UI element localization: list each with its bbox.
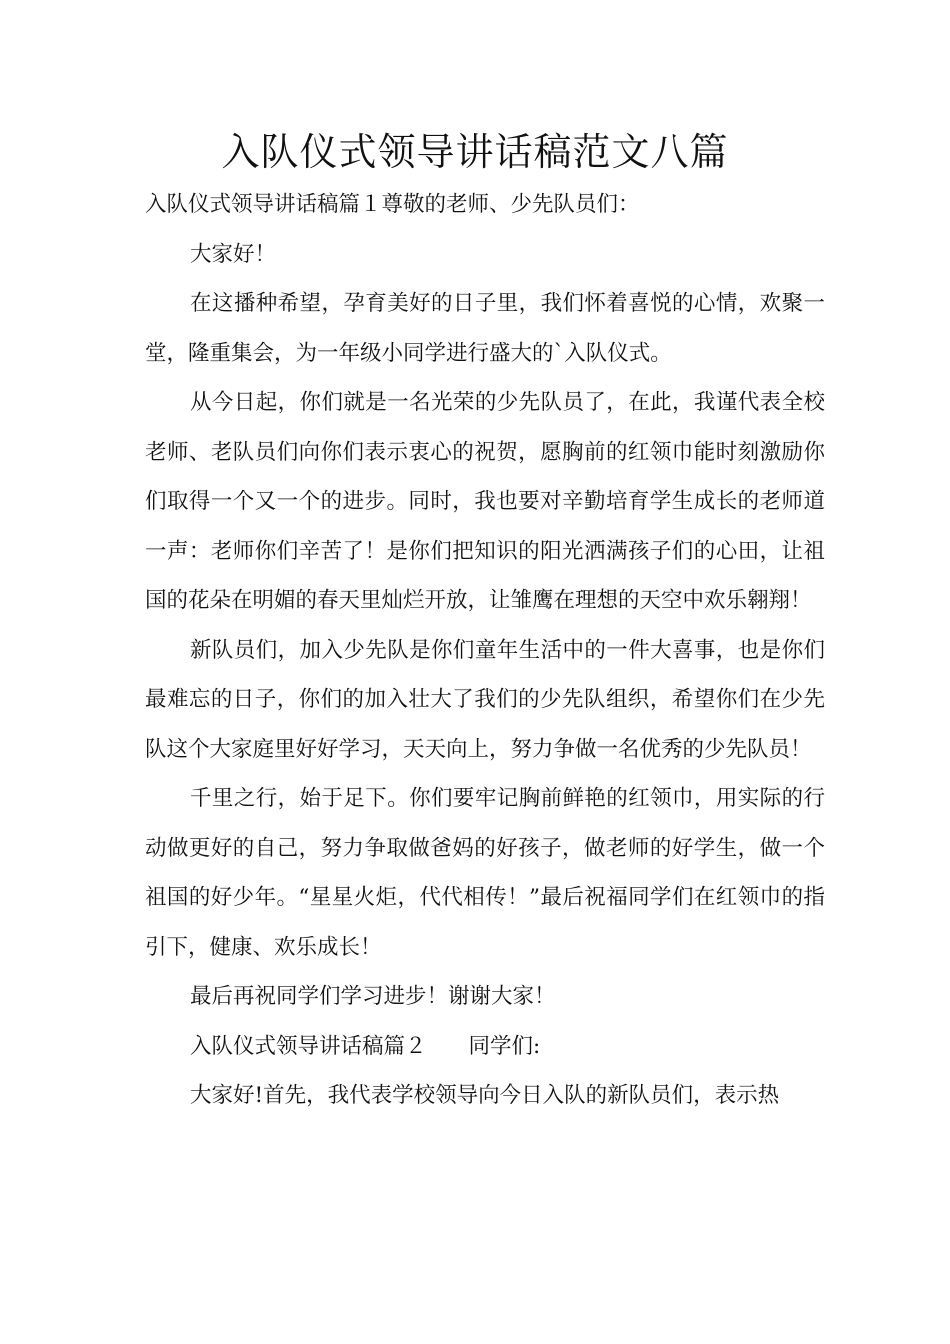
paragraph-new-members: 新队员们，加入少先队是你们童年生活中的一件大喜事，也是你们最难忘的日子，你们的加入壮大了我们的少先队组织，希望你们在少先队这个大家庭里好好学习，天天向上，努力争做一名优秀的少先队员！ <box>145 637 825 762</box>
paragraph-congratulations: 从今日起，你们就是一名光荣的少先队员了，在此，我谨代表全校老师、老队员们向你们表示衷心的祝贺，愿胸前的红领巾能时刻激励你们取得一个又一个的进步。同时，我也要对辛勤培育学生成长的老师道一声：老师你们辛苦了！是你们把知识的阳光洒满孩子们的心田，让祖国的花朵在明媚的春天里灿烂开放，让雏鹰在理想的天空中欢乐翱翔！ <box>145 390 825 613</box>
section-2-heading-line <box>145 1022 825 1072</box>
section-2-heading: 入队仪式领导讲话稿篇２ <box>190 1033 427 1059</box>
paragraph-closing: 最后再祝同学们学习进步！谢谢大家！ <box>190 984 556 1009</box>
document-body <box>145 180 825 1121</box>
paragraph-intro: 入队仪式领导讲话稿篇１尊敬的老师、少先队员们： <box>145 192 640 217</box>
paragraph-opening: 在这播种希望，孕育美好的日子里，我们怀着喜悦的心情，欢聚一堂，隆重集会，为一年级小同学进行盛大的`入队仪式。 <box>145 291 825 366</box>
paragraph-journey: 千里之行，始于足下。你们要牢记胸前鲜艳的红领巾，用实际的行动做更好的自己，努力争取做爸妈的好孩子，做老师的好学生，做一个祖国的好少年。“星星火炬，代代相传！”最后祝福同学们在红领巾的指引下，健康、欢乐成长！ <box>145 786 825 960</box>
paragraph-section-2-start: 大家好!首先，我代表学校领导向今日入队的新队员们，表示热 <box>190 1083 780 1108</box>
section-2-salutation: 同学们: <box>468 1033 541 1059</box>
document-title: 入队仪式领导讲话稿范文八篇 <box>221 130 729 174</box>
paragraph-greeting: 大家好！ <box>190 241 277 267</box>
